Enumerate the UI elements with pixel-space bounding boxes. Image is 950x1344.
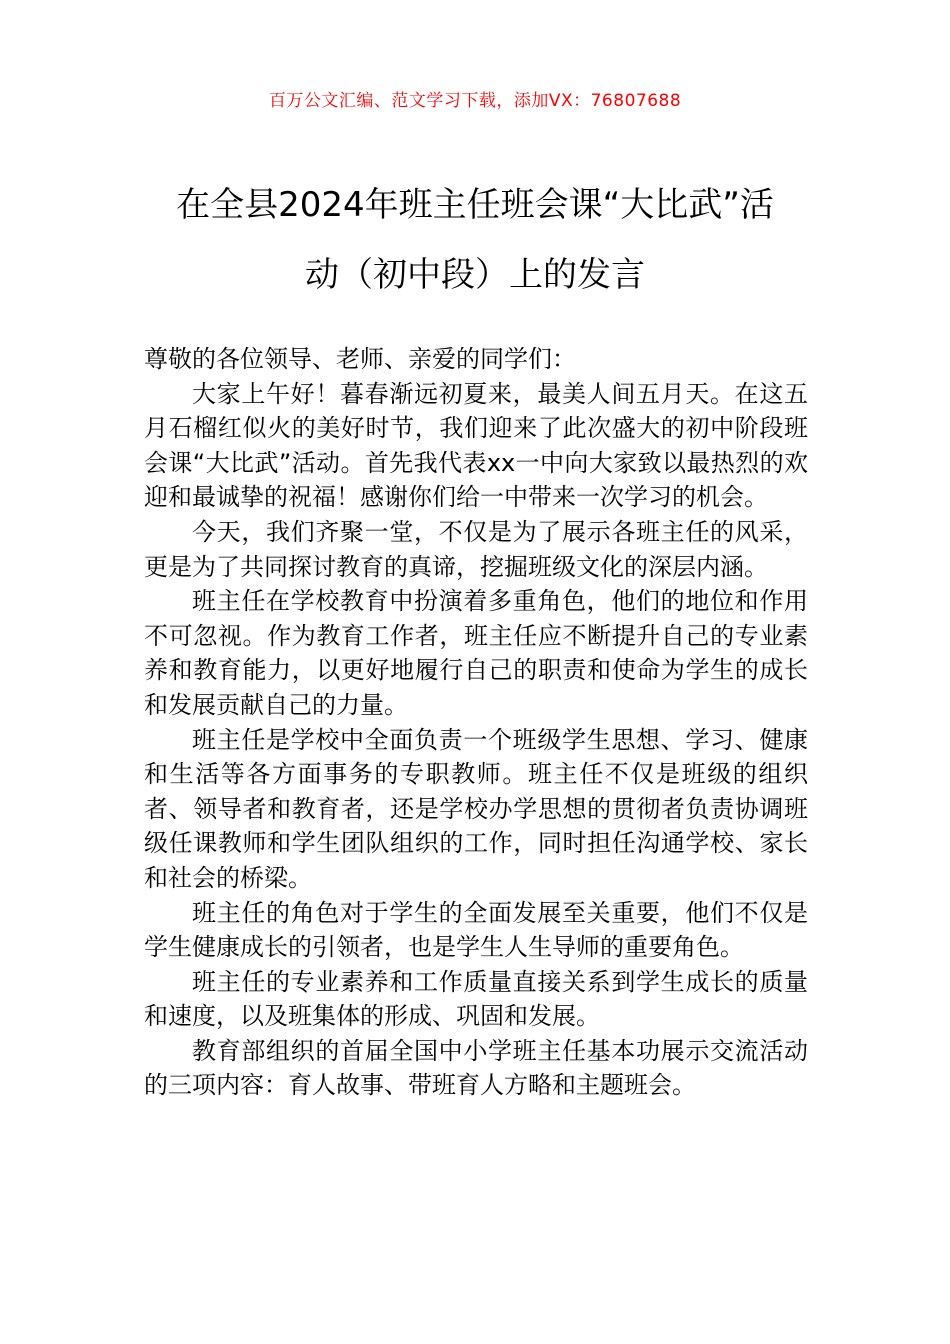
salutation: 尊敬的各位领导、老师、亲爱的同学们： <box>144 345 576 373</box>
paragraph-2: 今天，我们齐聚一堂，不仅是为了展示各班主任的风采，更是为了共同探讨教育的真谛，挖掘班级文化的深层内涵。 <box>144 517 808 581</box>
paragraph-4: 班主任是学校中全面负责一个班级学生思想、学习、健康和生活等各方面事务的专职教师。班主任不仅是班级的组织者、领导者和教育者，还是学校办学思想的贯彻者负责协调班级任课教师和学生团队组织的工作，同时担任沟通学校、家长和社会的桥梁。 <box>144 725 808 892</box>
header-promo-note: 百万公文汇编、范文学习下载，添加VX：76807688 <box>268 91 682 111</box>
paragraph-3: 班主任在学校教育中扮演着多重角色，他们的地位和作用不可忽视。作为教育工作者，班主任应不断提升自己的专业素养和教育能力，以更好地履行自己的职责和使命为学生的成长和发展贡献自己的力量。 <box>144 587 808 719</box>
document-body <box>144 342 808 1103</box>
title-line-1: 在全县2024年班主任班会课“大比武”活 <box>176 185 774 225</box>
paragraph-5: 班主任的角色对于学生的全面发展至关重要，他们不仅是学生健康成长的引领者，也是学生人生导师的重要角色。 <box>144 898 808 962</box>
paragraph-6: 班主任的专业素养和工作质量直接关系到学生成长的质量和速度，以及班集体的形成、巩固和发展。 <box>144 967 808 1031</box>
title-line-2: 动（初中段）上的发言 <box>305 255 645 295</box>
paragraph-1: 大家上午好！暮春渐远初夏来，最美人间五月天。在这五月石榴红似火的美好时节，我们迎来了此次盛大的初中阶段班会课“大比武”活动。首先我代表xx一中向大家致以最热烈的欢迎和最诚挚的祝福！感谢你们给一中带来一次学习的机会。 <box>144 379 808 512</box>
document-title <box>130 170 820 310</box>
paragraph-7: 教育部组织的首届全国中小学班主任基本功展示交流活动的三项内容：育人故事、带班育人方略和主题班会。 <box>144 1036 808 1100</box>
